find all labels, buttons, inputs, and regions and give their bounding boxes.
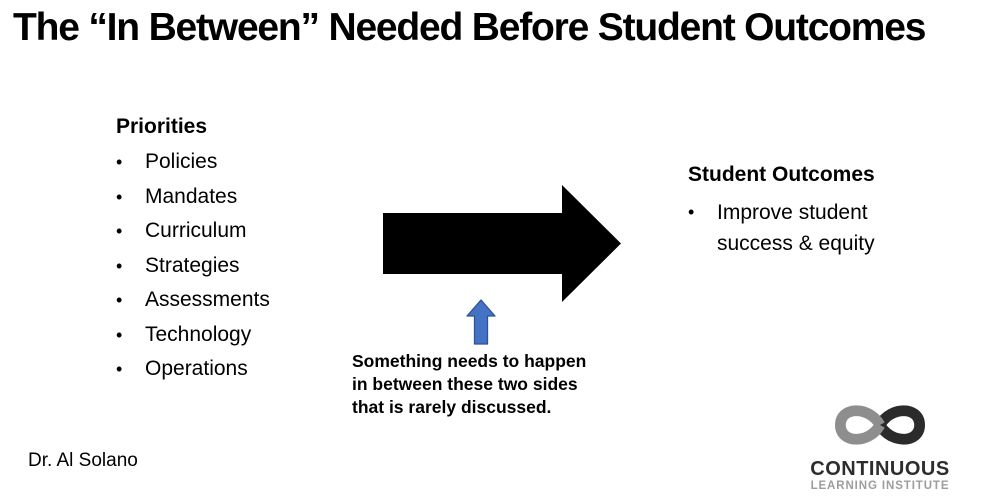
bullet-icon: • bbox=[116, 221, 123, 241]
arrow-right-shape bbox=[383, 185, 621, 302]
priorities-list bbox=[116, 145, 270, 387]
slide-title: The “In Between” Needed Before Student Outcomes bbox=[13, 6, 926, 49]
list-item bbox=[116, 145, 270, 180]
bullet-icon: • bbox=[116, 359, 123, 379]
list-item bbox=[116, 283, 270, 318]
bullet-icon: • bbox=[116, 255, 123, 276]
list-item bbox=[116, 318, 270, 353]
arrow-up-icon bbox=[466, 299, 496, 345]
priorities-heading: Priorities bbox=[116, 115, 208, 138]
logo-name: CONTINUOUS bbox=[810, 458, 950, 480]
logo-subtitle: LEARNING INSTITUTE bbox=[810, 480, 950, 492]
list-item-label: Mandates bbox=[145, 184, 238, 208]
bullet-icon: • bbox=[116, 290, 123, 310]
bullet-icon: • bbox=[116, 152, 123, 172]
infinity-left-loop bbox=[840, 411, 880, 439]
infinity-right-loop bbox=[880, 411, 920, 439]
list-item bbox=[116, 214, 270, 249]
list-item-label: Improve student success & equity bbox=[717, 201, 875, 255]
list-item bbox=[116, 249, 270, 284]
list-item-label: Strategies bbox=[145, 253, 240, 277]
caption-line: Something needs to happen bbox=[352, 351, 587, 371]
logo bbox=[798, 394, 962, 493]
caption-line: in between these two sides bbox=[352, 374, 578, 394]
outcomes-heading: Student Outcomes bbox=[688, 163, 875, 186]
outcomes-list bbox=[688, 197, 909, 259]
arrow-caption bbox=[352, 350, 586, 419]
list-item bbox=[116, 180, 270, 215]
infinity-icon bbox=[828, 394, 932, 456]
list-item-label: Operations bbox=[145, 357, 248, 380]
author-credit: Dr. Al Solano bbox=[28, 450, 138, 471]
bullet-icon: • bbox=[116, 324, 123, 345]
list-item bbox=[688, 197, 909, 259]
bullet-icon: • bbox=[116, 186, 123, 207]
arrow-up-shape bbox=[467, 300, 495, 344]
arrow-right-icon bbox=[383, 185, 621, 302]
list-item bbox=[116, 352, 270, 387]
outcomes-section bbox=[688, 160, 909, 259]
bullet-icon: • bbox=[688, 202, 695, 222]
list-item-label: Assessments bbox=[145, 288, 270, 311]
list-item-label: Curriculum bbox=[145, 219, 247, 242]
caption-line: that is rarely discussed. bbox=[352, 397, 552, 417]
list-item-label: Policies bbox=[145, 150, 218, 173]
list-item-label: Technology bbox=[145, 322, 252, 346]
priorities-section bbox=[116, 112, 270, 387]
